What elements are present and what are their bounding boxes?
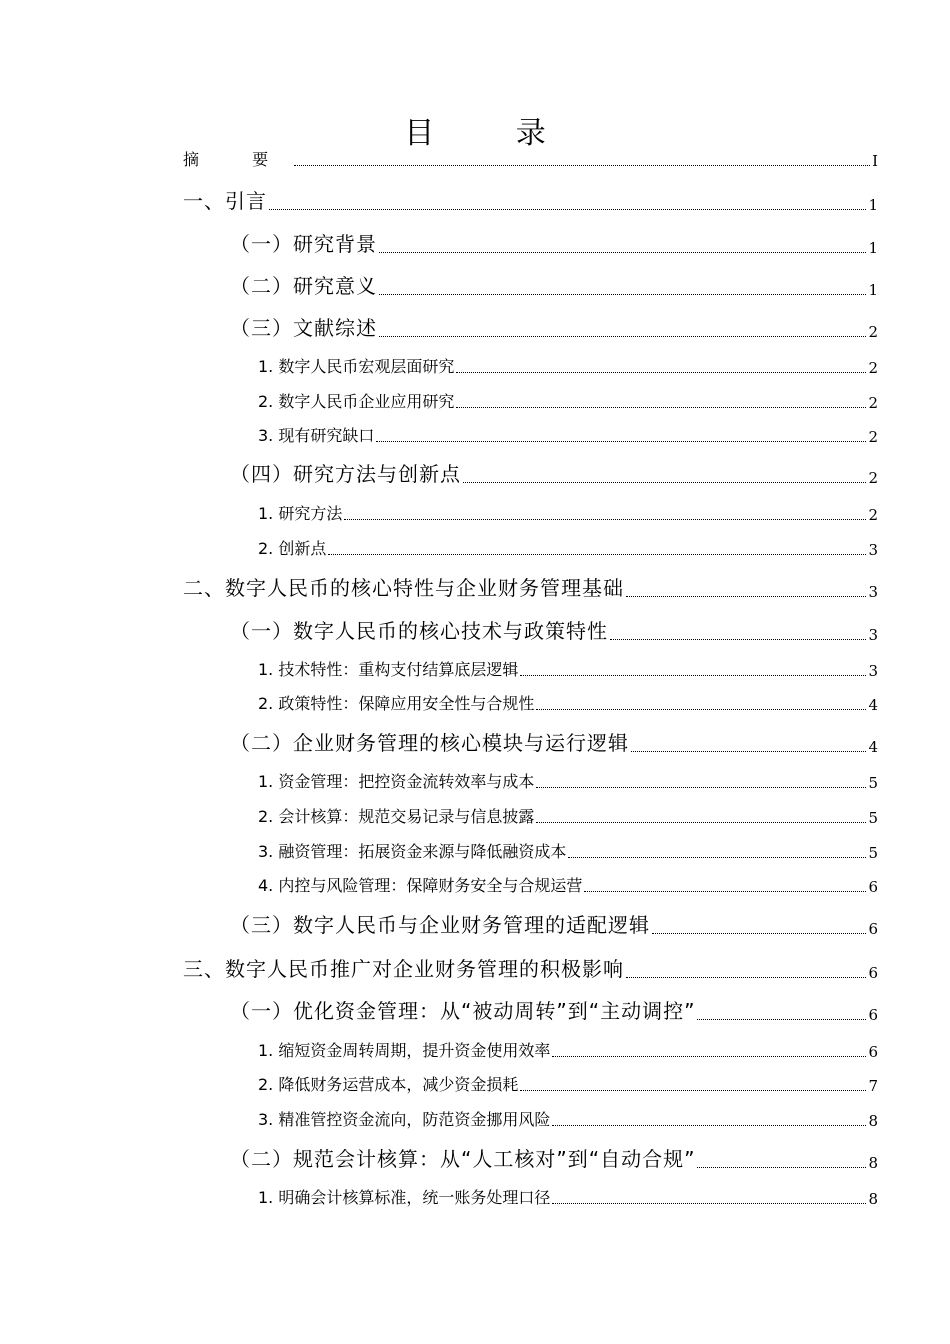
toc-entry-subsection[interactable] [258,841,878,863]
toc-title: 目 录 [404,116,582,151]
toc-entry-label: 2. 降低财务运营成本，减少资金损耗 [258,1075,519,1094]
toc-entry-label: 2. 创新点 [258,539,327,558]
toc-entry-label: 二、数字人民币的核心特性与企业财务管理基础 [183,576,624,600]
toc-entry-section[interactable] [230,460,878,488]
toc-entry-page: 5 [868,844,878,862]
dot-leader [463,481,866,483]
toc-entry-page: 2 [868,394,878,412]
dot-leader [652,932,866,934]
toc-entry-label: （二）研究意义 [230,274,377,298]
toc-entry-page: 3 [868,583,878,601]
toc-entry-label: 2. 会计核算：规范交易记录与信息披露 [258,807,535,826]
toc-entry-section[interactable] [230,272,878,300]
dot-leader [520,674,866,676]
toc-entry-page: 6 [868,1006,878,1024]
toc-entry-page: 1 [868,196,878,214]
toc-entry-subsection[interactable] [258,771,878,793]
toc-entry-section[interactable] [230,997,878,1025]
dot-leader [456,406,866,408]
toc-entry-label: 摘 要 [183,150,293,169]
dot-leader [610,638,866,640]
dot-leader [344,518,866,520]
toc-entry-section[interactable] [230,617,878,645]
dot-leader [626,976,866,978]
toc-entry-page: 7 [868,1077,878,1095]
toc-entry-page: 8 [868,1190,878,1208]
toc-entry-label: 2. 数字人民币企业应用研究 [258,392,455,411]
toc-entry-section[interactable] [230,911,878,939]
toc-entry-chapter[interactable] [183,574,878,602]
dot-leader [379,251,866,253]
dot-leader [520,1089,866,1091]
dot-leader [379,293,866,295]
toc-entry-label: （三）数字人民币与企业财务管理的适配逻辑 [230,913,650,937]
dot-leader [568,856,866,858]
toc-entry-page: 6 [868,964,878,982]
toc-entry-label: 2. 政策特性：保障应用安全性与合规性 [258,694,535,713]
toc-entry-page: 6 [868,920,878,938]
toc-entry-chapter[interactable] [183,187,878,215]
toc-entry-label: 三、数字人民币推广对企业财务管理的积极影响 [183,957,624,981]
dot-leader [552,1202,866,1204]
toc-entry-subsection[interactable] [258,1074,878,1096]
toc-entry-subsection[interactable] [258,356,878,378]
toc-entry-page: 2 [868,469,878,487]
toc-entry-page: 2 [868,506,878,524]
toc-entry-label: 3. 精准管控资金流向，防范资金挪用风险 [258,1110,551,1129]
toc-entry-label: （三）文献综述 [230,316,377,340]
toc-entry-label: 1. 研究方法 [258,504,343,523]
toc-entry-page: 3 [868,662,878,680]
dot-leader [584,890,866,892]
toc-entry-subsection[interactable] [258,1040,878,1062]
toc-entry-label: （四）研究方法与创新点 [230,462,461,486]
toc-entry-abstract[interactable] [183,149,878,171]
toc-entry-page: 2 [868,323,878,341]
toc-entry-subsection[interactable] [258,659,878,681]
dot-leader [552,1055,866,1057]
toc-entry-label: （二）规范会计核算：从“人工核对”到“自动合规” [230,1147,696,1171]
toc-entry-label: 1. 明确会计核算标准，统一账务处理口径 [258,1188,551,1207]
toc-entry-page: 8 [868,1112,878,1130]
toc-entry-section[interactable] [230,729,878,757]
toc-entry-subsection[interactable] [258,1187,878,1209]
toc-entry-label: 一、引言 [183,189,267,213]
dot-leader [536,708,866,710]
dot-leader [536,821,866,823]
toc-entry-label: （二）企业财务管理的核心模块与运行逻辑 [230,731,629,755]
dot-leader [697,1018,866,1020]
dot-leader [379,335,866,337]
toc-entry-label: （一）研究背景 [230,232,377,256]
toc-entry-section[interactable] [230,314,878,342]
toc-entry-subsection[interactable] [258,391,878,413]
toc-entry-subsection[interactable] [258,425,878,447]
toc-entry-label: 4. 内控与风险管理：保障财务安全与合规运营 [258,876,583,895]
toc-entry-section[interactable] [230,230,878,258]
dot-leader [456,371,866,373]
toc-entry-page: 3 [868,541,878,559]
dot-leader [626,595,866,597]
dot-leader [536,786,866,788]
dot-leader [376,440,866,442]
toc-entry-page: 3 [868,626,878,644]
toc-entry-subsection[interactable] [258,503,878,525]
dot-leader [697,1166,866,1168]
toc-entry-page: 4 [868,696,878,714]
toc-entry-section[interactable] [230,1145,878,1173]
toc-entry-page: 5 [868,809,878,827]
toc-entry-subsection[interactable] [258,1109,878,1131]
toc-entry-subsection[interactable] [258,693,878,715]
dot-leader [269,208,866,210]
dot-leader [328,553,866,555]
toc-entry-label: 1. 数字人民币宏观层面研究 [258,357,455,376]
toc-entry-page: 1 [868,239,878,257]
toc-entry-label: （一）数字人民币的核心技术与政策特性 [230,619,608,643]
toc-entry-page: 4 [868,738,878,756]
toc-entry-label: （一）优化资金管理：从“被动周转”到“主动调控” [230,999,696,1023]
toc-entry-page: 2 [868,359,878,377]
toc-entry-page: 8 [868,1154,878,1172]
toc-entry-label: 1. 缩短资金周转周期，提升资金使用效率 [258,1041,551,1060]
toc-entry-label: 3. 融资管理：拓展资金来源与降低融资成本 [258,842,567,861]
toc-entry-subsection[interactable] [258,806,878,828]
toc-entry-page: 1 [868,281,878,299]
toc-entry-page: 2 [868,428,878,446]
toc-entry-label: 3. 现有研究缺口 [258,426,375,445]
toc-entry-page: 6 [868,1043,878,1061]
toc-entry-chapter[interactable] [183,955,878,983]
dot-leader [294,164,870,166]
toc-entry-subsection[interactable] [258,875,878,897]
toc-entry-page: 6 [868,878,878,896]
toc-entry-page: 5 [868,774,878,792]
toc-entry-label: 1. 资金管理：把控资金流转效率与成本 [258,772,535,791]
toc-entry-page: I [872,152,878,170]
dot-leader [631,750,866,752]
toc-entry-label: 1. 技术特性：重构支付结算底层逻辑 [258,660,519,679]
toc-entry-subsection[interactable] [258,538,878,560]
dot-leader [552,1124,866,1126]
